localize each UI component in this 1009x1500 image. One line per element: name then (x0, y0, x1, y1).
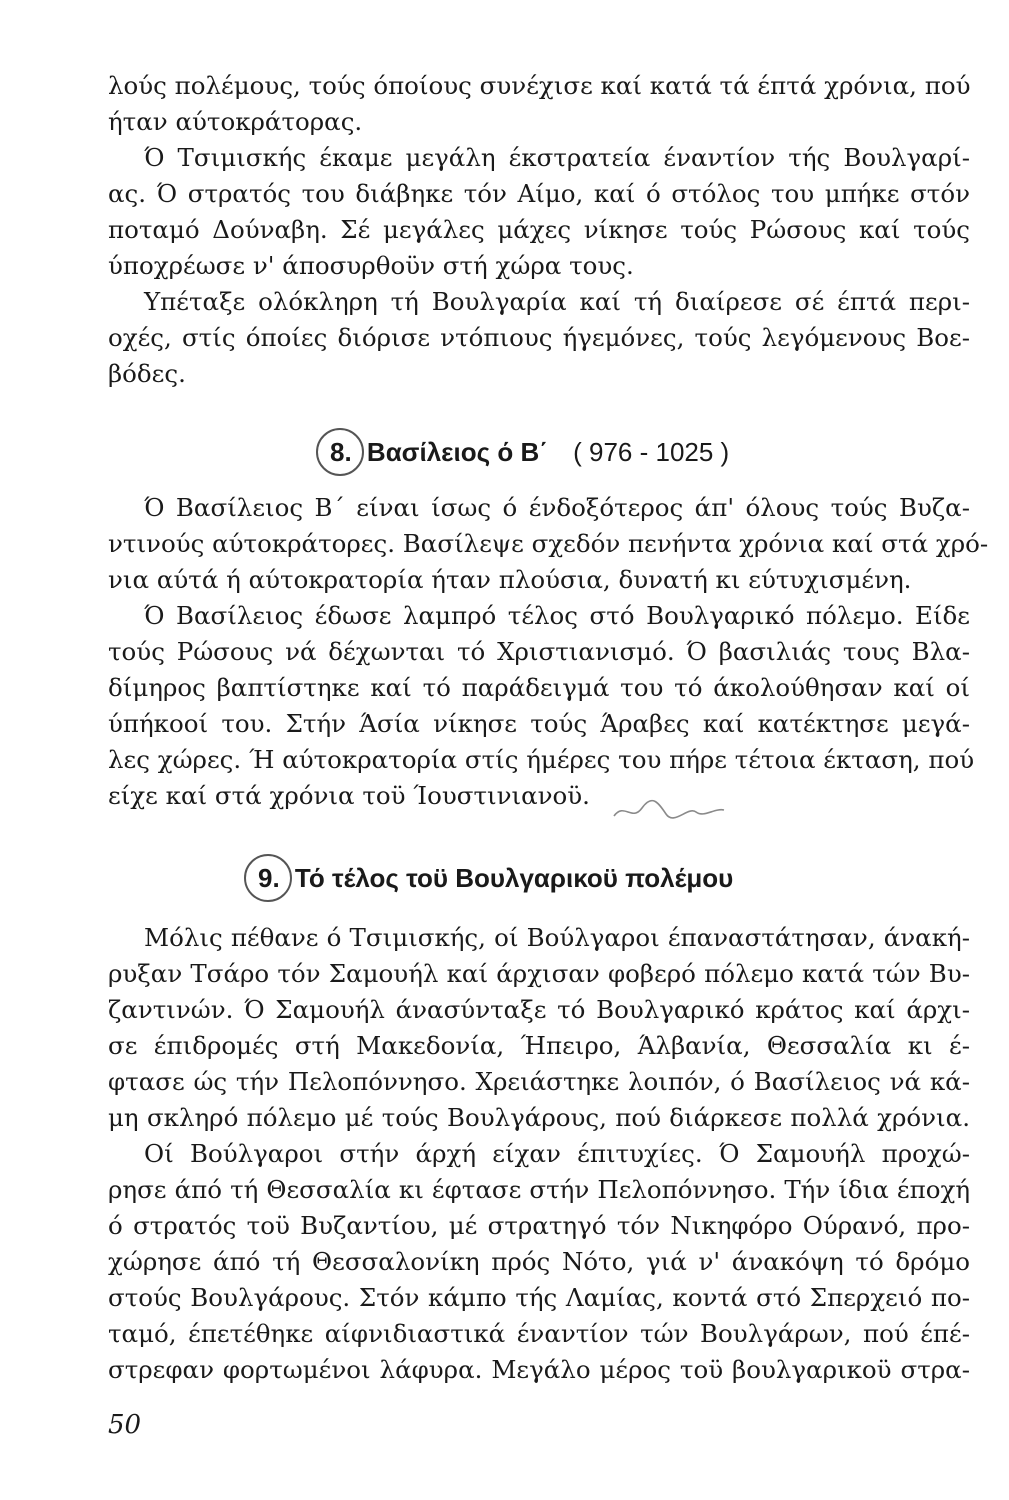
text-line: ρυξαν Τσάρο τόν Σαμουήλ καί άρχισαν φοβερό πόλεμο κατά τών Βυ- (108, 959, 970, 988)
text-line: ντινούς αύτοκράτορες. Βασίλεψε σχεδόν πενήντα χρόνια καί στά χρό- (108, 529, 989, 558)
text-line: φτασε ώς τήν Πελοπόννησο. Χρειάστηκε λοιπόν, ό Βασίλειος νά κά- (108, 1067, 970, 1096)
text-line: στούς Βουλγάρους. Στόν κάμπο τής Λαμίας, κοντά στό Σπερχειό πο- (108, 1283, 970, 1312)
text-line: ό στρατός τοϋ Βυζαντίου, μέ στρατηγό τόν Νικηφόρο Ούρανό, προ- (108, 1211, 970, 1240)
pencil-circle-mark (316, 428, 364, 476)
text-line: ας. Ό στρατός του διάβηκε τόν Αίμο, καί ό στόλος του μπήκε στόν (108, 179, 970, 208)
section-number (330, 422, 352, 482)
text-line: λούς πολέμους, τούς όποίους συνέχισε καί κατά τά έπτά χρόνια, πού (108, 71, 971, 100)
text-line: ποταμό Δούναβη. Σέ μεγάλες μάχες νίκησε τούς Ρώσους καί τούς (108, 215, 970, 244)
section-number (258, 848, 280, 908)
text-line: Ό Βασίλειος Β΄ είναι ίσως ό ένδοξότερος άπ' όλους τούς Βυζα- (144, 493, 970, 522)
text-line: ρησε άπό τή Θεσσαλία κι έφτασε στήν Πελοπόννησο. Τήν ίδια έποχή (108, 1175, 970, 1204)
text-line: νια αύτά ή αύτοκρατορία ήταν πλούσια, δυνατή κι εύτυχισμένη. (108, 565, 912, 594)
text-line: ύποχρέωσε ν' άποσυρθοϋν στή χώρα τους. (108, 251, 634, 280)
text-line: Ό Τσιμισκής έκαμε μεγάλη έκστρατεία έναντίον τής Βουλγαρί- (144, 143, 970, 172)
text-line: Υπέταξε ολόκληρη τή Βουλγαρία καί τή διαίρεσε σέ έπτά περι- (144, 287, 970, 316)
text-line: χώρησε άπό τή Θεσσαλονίκη πρός Νότο, γιά ν' άνακόψη τό δρόμο (108, 1247, 970, 1276)
text-line: βόδες. (108, 359, 186, 388)
text-line: ζαντινών. Ό Σαμουήλ άνασύνταξε τό Βουλγαρικό κράτος καί άρχι- (108, 995, 970, 1024)
section-number-text: 9. (258, 863, 280, 893)
section-title: Τό τέλος τοϋ Βουλγαρικοϋ πολέμου (294, 863, 734, 893)
text-line: ήταν αύτοκράτορας. (108, 107, 363, 136)
section-years: ( 976 - 1025 ) (573, 437, 730, 467)
text-line: οχές, στίς όποίες διόρισε ντόπιους ήγεμόνες, τούς λεγόμενους Βοε- (108, 323, 970, 352)
text-line: σε έπιδρομές στή Μακεδονία, Ήπειρο, Άλβανία, Θεσσαλία κι έ- (108, 1031, 970, 1060)
page-number: 50 (108, 1410, 142, 1440)
text-line: Οί Βούλγαροι στήν άρχή είχαν έπιτυχίες. Ό Σαμουήλ προχώ- (144, 1139, 970, 1168)
text-line: είχε καί στά χρόνια τοϋ Ίουστινιανοϋ. (108, 781, 590, 810)
text-line: μη σκληρό πόλεμο μέ τούς Βουλγάρους, πού διάρκεσε πολλά χρόνια. (108, 1103, 970, 1132)
text-line: ύπήκοοί του. Στήν Άσία νίκησε τούς Άραβες καί κατέκτησε μεγά- (108, 709, 970, 738)
section-title: Βασίλειος ό Β΄ (366, 437, 548, 467)
text-line: στρεφαν φορτωμένοι λάφυρα. Μεγάλο μέρος τοϋ βουλγαρικοϋ στρα- (108, 1355, 970, 1384)
text-line: Μόλις πέθανε ό Τσιμισκής, οί Βούλγαροι έπαναστάτησαν, άνακή- (144, 923, 970, 952)
pencil-circle-mark (244, 854, 292, 902)
text-line: λες χώρες. Ή αύτοκρατορία στίς ήμέρες του πήρε τέτοια έκταση, πού (108, 745, 975, 774)
section-heading-9 (108, 848, 970, 908)
book-page (108, 68, 989, 1388)
text-line: δίμηρος βαπτίστηκε καί τό παράδειγμά του τό άκολούθησαν καί οί (108, 673, 970, 702)
section-heading-8 (108, 422, 970, 482)
text-line: ταμό, έπετέθηκε αίφνιδιαστικά έναντίον τών Βουλγάρων, πού έπέ- (108, 1319, 970, 1348)
text-line: Ό Βασίλειος έδωσε λαμπρό τέλος στό Βουλγαρικό πόλεμο. Είδε (144, 601, 970, 630)
pencil-scribble-mark (610, 788, 730, 828)
section-number-text: 8. (330, 437, 352, 467)
text-line: τούς Ρώσους νά δέχωνται τό Χριστιανισμό. Ό βασιλιάς τους Βλα- (108, 637, 970, 666)
